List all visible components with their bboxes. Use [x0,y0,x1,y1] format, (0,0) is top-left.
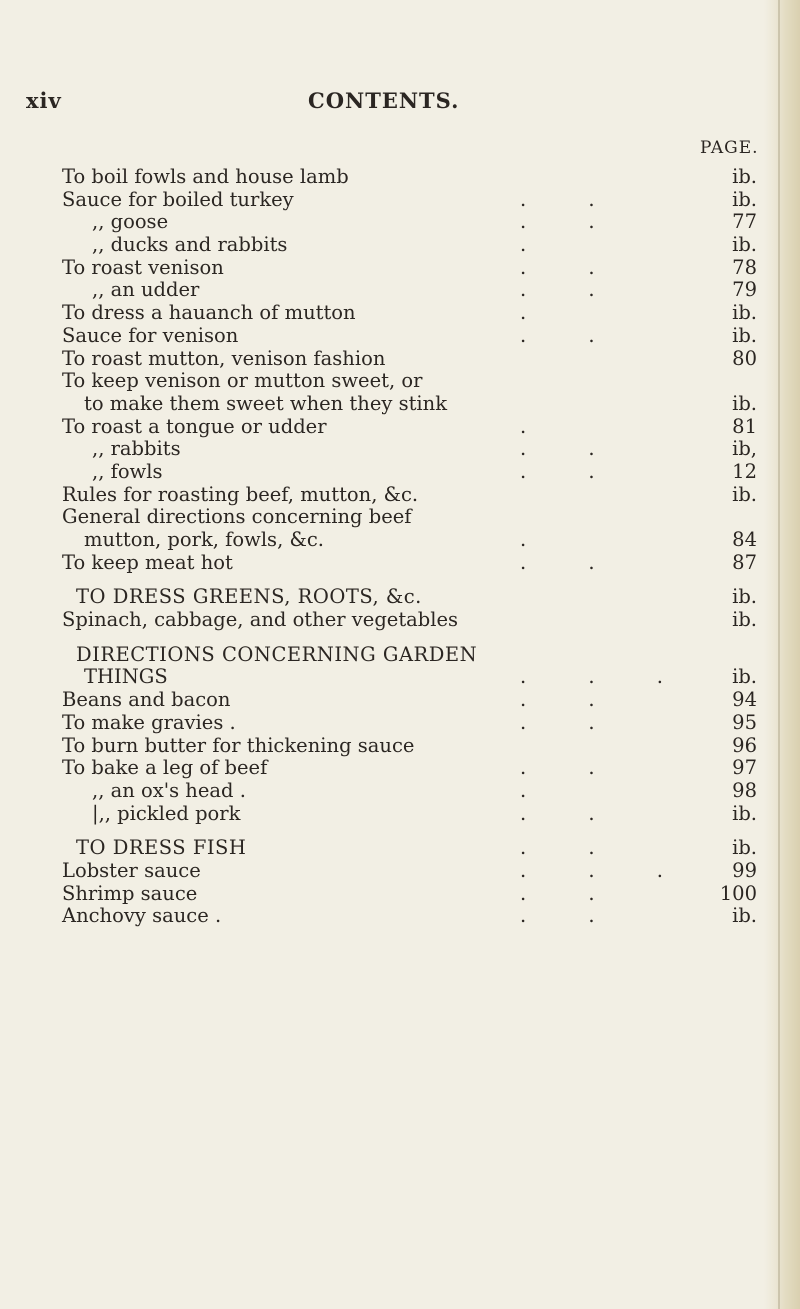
contents-entry [0,780,800,803]
contents-entry [0,325,800,348]
leader-dots: . . [520,756,623,780]
entry-page-number: 84 [732,528,757,551]
entry-page-number: 12 [732,459,757,483]
contents-entry [0,302,800,325]
contents-entry [0,609,800,632]
leader-dots: . . [520,437,623,461]
entry-title: Anchovy sauce . [62,904,222,928]
entry-page-number: 96 [732,733,757,757]
leader-dots: . . [520,187,623,211]
entry-title: mutton, pork, fowls, &c. [84,528,324,551]
contents-entry [0,257,800,280]
entry-title: To roast venison [62,255,224,279]
entry-page-number: ib. [732,608,757,632]
contents-entry [0,461,800,484]
entry-page-number: 99 [732,858,757,882]
entry-title: THINGS [84,665,168,689]
contents-entry [0,438,800,461]
leader-dots: . [520,528,555,551]
entry-title: To keep meat hot [62,550,233,574]
entry-page-number: 97 [732,756,757,780]
leader-dots: . [520,778,555,802]
page-column-label: PAGE. [700,138,759,158]
entry-title: To roast a tongue or udder [62,414,327,438]
contents-entry [0,234,800,257]
contents-entry [0,506,800,529]
entry-page-number: 78 [732,255,757,279]
entry-title: To keep venison or mutton sweet, or [62,369,423,393]
contents-entry [0,189,800,212]
leader-dots: . [520,301,555,325]
contents-entry [0,905,800,928]
section-heading-row [0,644,800,667]
entry-title: ,, an udder [92,278,200,302]
entry-title: ,, fowls [92,459,163,483]
contents-entry [0,166,800,189]
entry-title: To dress a hauanch of mutton [62,301,356,325]
contents-entry [0,484,800,507]
entry-title: Shrimp sauce [62,881,198,905]
leader-dots: . . [520,836,623,860]
entry-page-number: ib. [732,233,757,257]
entry-page-number: ib. [732,301,757,325]
entry-title: ,, rabbits [92,437,181,461]
entry-title: ,, ducks and rabbits [92,233,288,257]
entry-page-number: 79 [732,278,757,302]
entry-title: To burn butter for thickening sauce [62,733,415,757]
contents-entry [0,666,800,689]
leader-dots: . . [520,323,623,347]
contents-entry [0,735,800,758]
entry-page-number: ib. [732,165,757,188]
entry-title: ,, goose [92,210,169,234]
contents-entry [0,552,800,575]
contents-list [0,166,800,928]
entry-title: Beans and bacon [62,688,231,712]
leader-dots: . [520,233,555,257]
running-head [26,88,740,118]
entry-page-number: ib. [732,801,757,825]
entry-page-number: 95 [732,710,757,734]
leader-dots: . . [520,688,623,712]
contents-entry [0,416,800,439]
entry-page-number: ib. [732,391,757,415]
page-title: CONTENTS. [308,88,460,113]
entry-title: to make them sweet when they stink [84,391,448,415]
leader-dots: . . . [520,858,691,882]
leader-dots: . . [520,459,623,483]
contents-entry [0,757,800,780]
contents-entry [0,689,800,712]
entry-page-number: ib. [732,904,757,928]
entry-title: Sauce for venison [62,323,239,347]
entry-title: To boil fowls and house lamb [62,165,349,188]
contents-entry [0,211,800,234]
contents-entry [0,348,800,371]
contents-entry [0,883,800,906]
page-folio: xiv [26,88,62,113]
entry-page-number: ib. [732,187,757,211]
contents-entry [0,279,800,302]
contents-entry [0,370,800,393]
section-gap [0,632,800,644]
leader-dots: . . [520,278,623,302]
entry-title: |,, pickled pork [92,801,241,825]
entry-title: Sauce for boiled turkey [62,187,294,211]
leader-dots: . . [520,881,623,905]
entry-page-number: ib. [732,323,757,347]
entry-title: Lobster sauce [62,858,201,882]
entry-page-number: 100 [719,881,757,905]
leader-dots: . . [520,550,623,574]
entry-page-number: 80 [732,346,757,370]
entry-page-number: ib. [732,836,757,860]
section-heading-row [0,837,800,860]
leader-dots: . . [520,801,623,825]
entry-title: TO DRESS GREENS, ROOTS, &c. [76,585,422,609]
contents-entry [0,712,800,735]
leader-dots: . . [520,255,623,279]
entry-title: Spinach, cabbage, and other vegetables [62,608,459,632]
section-heading-row [0,586,800,609]
entry-page-number: 81 [732,414,757,438]
entry-page-number: ib. [732,585,757,609]
entry-title: General directions concerning beef [62,505,412,529]
entry-page-number: ib, [732,437,757,461]
entry-page-number: 77 [732,210,757,234]
contents-entry [0,529,800,552]
entry-title: To bake a leg of beef [62,756,268,780]
contents-entry [0,860,800,883]
entry-page-number: ib. [732,665,757,689]
leader-dots: . [520,414,555,438]
contents-entry [0,803,800,826]
entry-page-number: 98 [732,778,757,802]
entry-title: ,, an ox's head . [92,778,246,802]
leader-dots: . . [520,210,623,234]
entry-page-number: 87 [732,550,757,574]
entry-title: DIRECTIONS CONCERNING GARDEN [76,642,478,666]
leader-dots: . . [520,710,623,734]
entry-title: Rules for roasting beef, mutton, &c. [62,482,419,506]
leader-dots: . . . [520,665,691,689]
entry-title: To make gravies . [62,710,236,734]
entry-title: To roast mutton, venison fashion [62,346,386,370]
entry-title: TO DRESS FISH [76,836,247,860]
contents-entry [0,393,800,416]
entry-page-number: ib. [732,482,757,506]
leader-dots: . . [520,904,623,928]
entry-page-number: 94 [732,688,757,712]
